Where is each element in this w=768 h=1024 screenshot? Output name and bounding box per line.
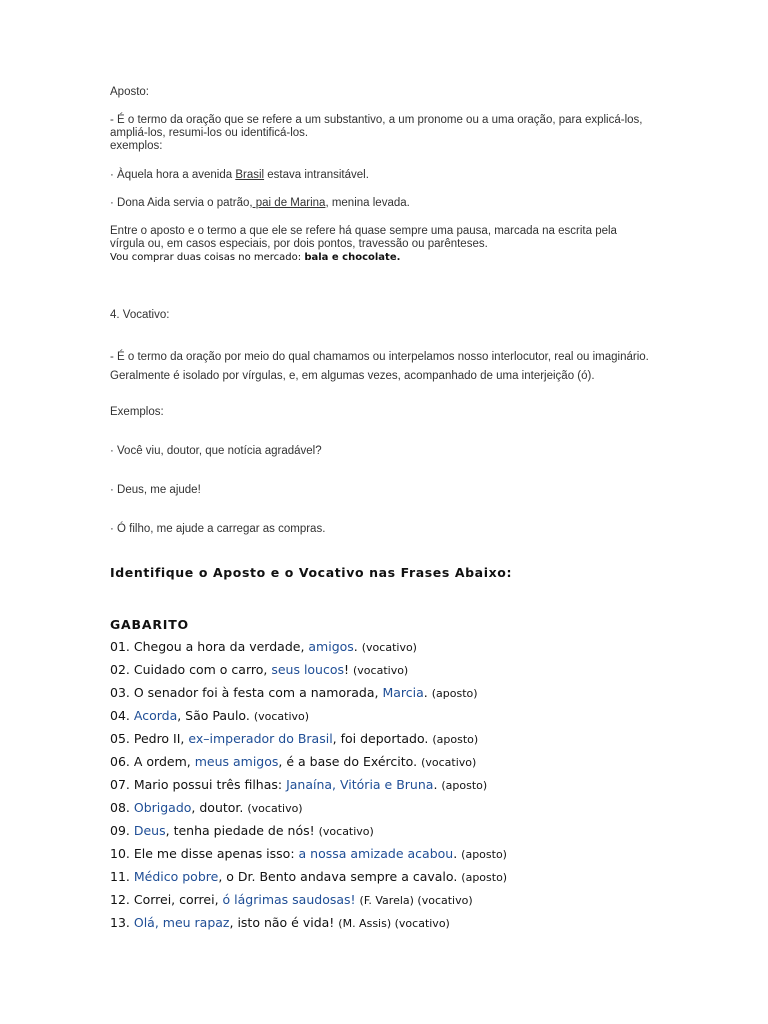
aposto-title: Aposto: [110,86,149,98]
list-item: 04. Acorda, São Paulo. (vocativo) [110,708,310,723]
list-item: 12. Correi, correi, ó lágrimas saudosas! (F. Varela) (vocativo) [110,892,473,907]
vocativo-example-2: · Deus, me ajude! [110,484,201,496]
list-item: 11. Médico pobre, o Dr. Bento andava sempre a cavalo. (aposto) [110,869,508,884]
vocativo-example-3: · Ó filho, me ajude a carregar as compras. [110,523,326,535]
aposto-example-2: · Dona Aida servia o patrão, pai de Marina, menina levada. [110,197,410,209]
list-item: 01. Chegou a hora da verdade, amigos. (vocativo) [110,639,417,654]
aposto-example-1: · Àquela hora a avenida Brasil estava intransitável. [110,169,369,181]
list-item: 03. O senador foi à festa com a namorada, Marcia. (aposto) [110,685,478,700]
vocativo-definition: - É o termo da oração por meio do qual chamamos ou interpelamos nosso interlocutor, real ou imaginário. Geralmente é isolado por vírgulas, e, em algumas vezes, acompanhado de uma interjeição (ó). [110,351,649,382]
list-item: 05. Pedro II, ex–imperador do Brasil, foi deportado. (aposto) [110,731,479,746]
list-item: 09. Deus, tenha piedade de nós! (vocativo) [110,823,374,838]
vocativo-title: 4. Vocativo: [110,309,170,321]
aposto-examples-label: exemplos: [110,140,163,152]
list-item: 08. Obrigado, doutor. (vocativo) [110,800,303,815]
list-item: 10. Ele me disse apenas isso: a nossa amizade acabou. (aposto) [110,846,507,861]
aposto-definition: - É o termo da oração que se refere a um substantivo, a um pronome ou a uma oração, para explicá-los, ampliá-los, resumi-los ou identificá-los. exemplos: [110,114,643,152]
vocativo-example-1: · Você viu, doutor, que notícia agradável? [110,445,322,457]
aposto-example-line: Vou comprar duas coisas no mercado: bala e chocolate. [110,252,401,263]
exercise-heading: Identifique o Aposto e o Vocativo nas Frases Abaixo: [110,565,513,580]
vocativo-examples-label: Exemplos: [110,406,164,418]
aposto-paragraph: Entre o aposto e o termo a que ele se refere há quase sempre uma pausa, marcada na escrita pela vírgula ou, em casos especiais, por dois pontos, travessão ou parênteses. Vou comprar duas coisas no mercado: bala e chocolate. [110,225,617,263]
gabarito-list [110,636,507,935]
gabarito-title: GABARITO [110,617,189,632]
list-item: 02. Cuidado com o carro, seus loucos! (vocativo) [110,662,409,677]
list-item: 07. Mario possui três filhas: Janaína, Vitória e Bruna. (aposto) [110,777,488,792]
list-item: 13. Olá, meu rapaz, isto não é vida! (M. Assis) (vocativo) [110,915,450,930]
list-item: 06. A ordem, meus amigos, é a base do Exército. (vocativo) [110,754,477,769]
